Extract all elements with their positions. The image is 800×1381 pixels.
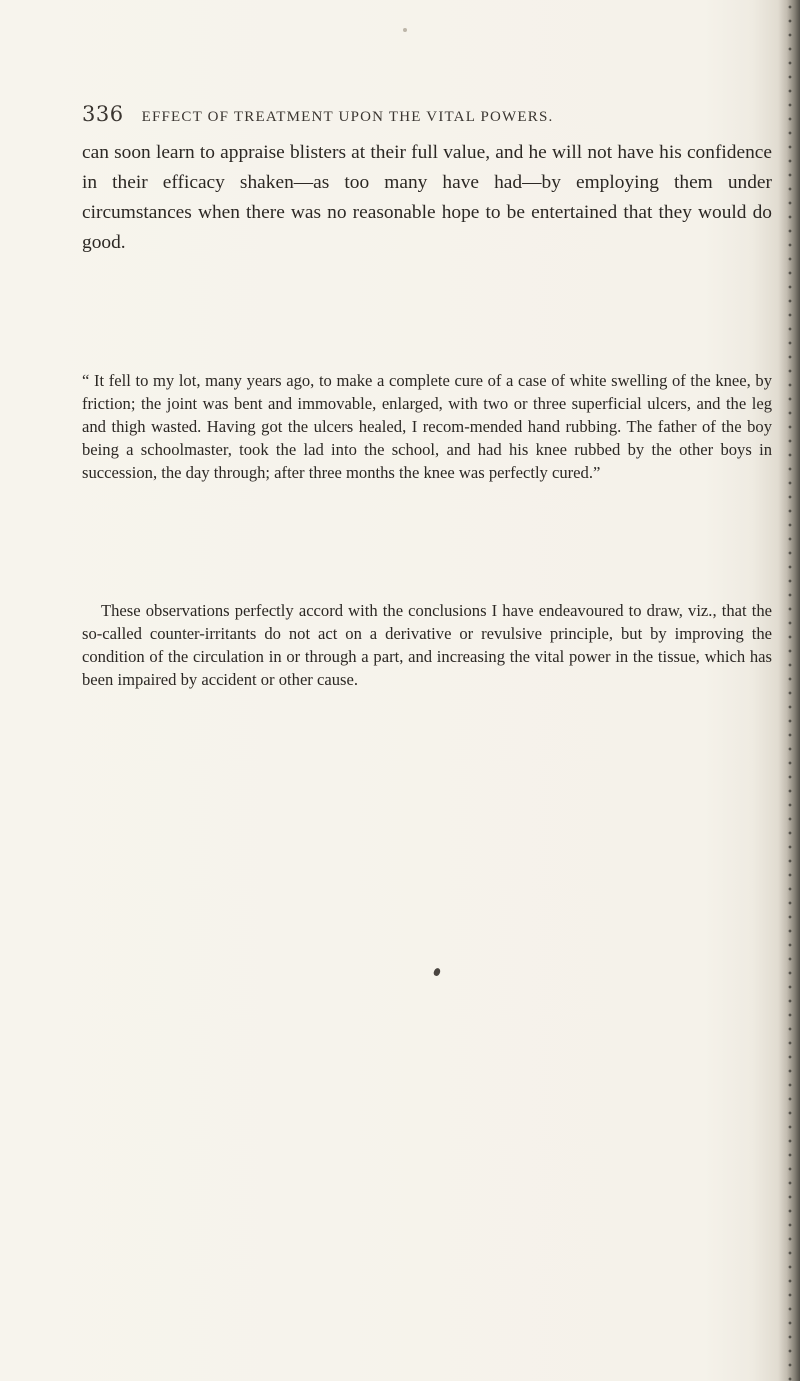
- paragraph-conclusion: These observations perfectly accord with the conclusions I have endeavoured to draw, viz., that the so-called counter-irritants do not act on a derivative or revulsive principle, but by improving the condition of the circulation in or through a part, and increasing the vital power in the tissue, which has been impaired by accident or other cause.: [82, 601, 772, 689]
- paragraph-blisters: can soon learn to appraise blisters at their full value, and he will not have his confidence in their efficacy shaken—as too many have had—by employing them under circumstances when there was no reasonable hope to be entertained that they would do good.: [82, 142, 772, 253]
- binding-edge: [786, 0, 796, 1381]
- ink-speck: [433, 967, 442, 977]
- page-number: 336: [82, 102, 124, 126]
- paragraph-quotation: “ It fell to my lot, many years ago, to make a complete cure of a case of white swelling of the knee, by friction; the joint was bent and immovable, enlarged, with two or three superficial ulcers, and the leg and thigh wasted. Having got the ulcers healed, I recom-mended hand rubbing. The father of the boy being a schoolmaster, took the lad into the school, and had his knee rubbed by the other boys in succession, the day through; after three months the knee was perfectly cured.”: [82, 371, 772, 482]
- running-title: EFFECT OF TREATMENT UPON THE VITAL POWERS.: [141, 109, 554, 125]
- paper-mark: [403, 28, 407, 32]
- page-header: [82, 102, 722, 132]
